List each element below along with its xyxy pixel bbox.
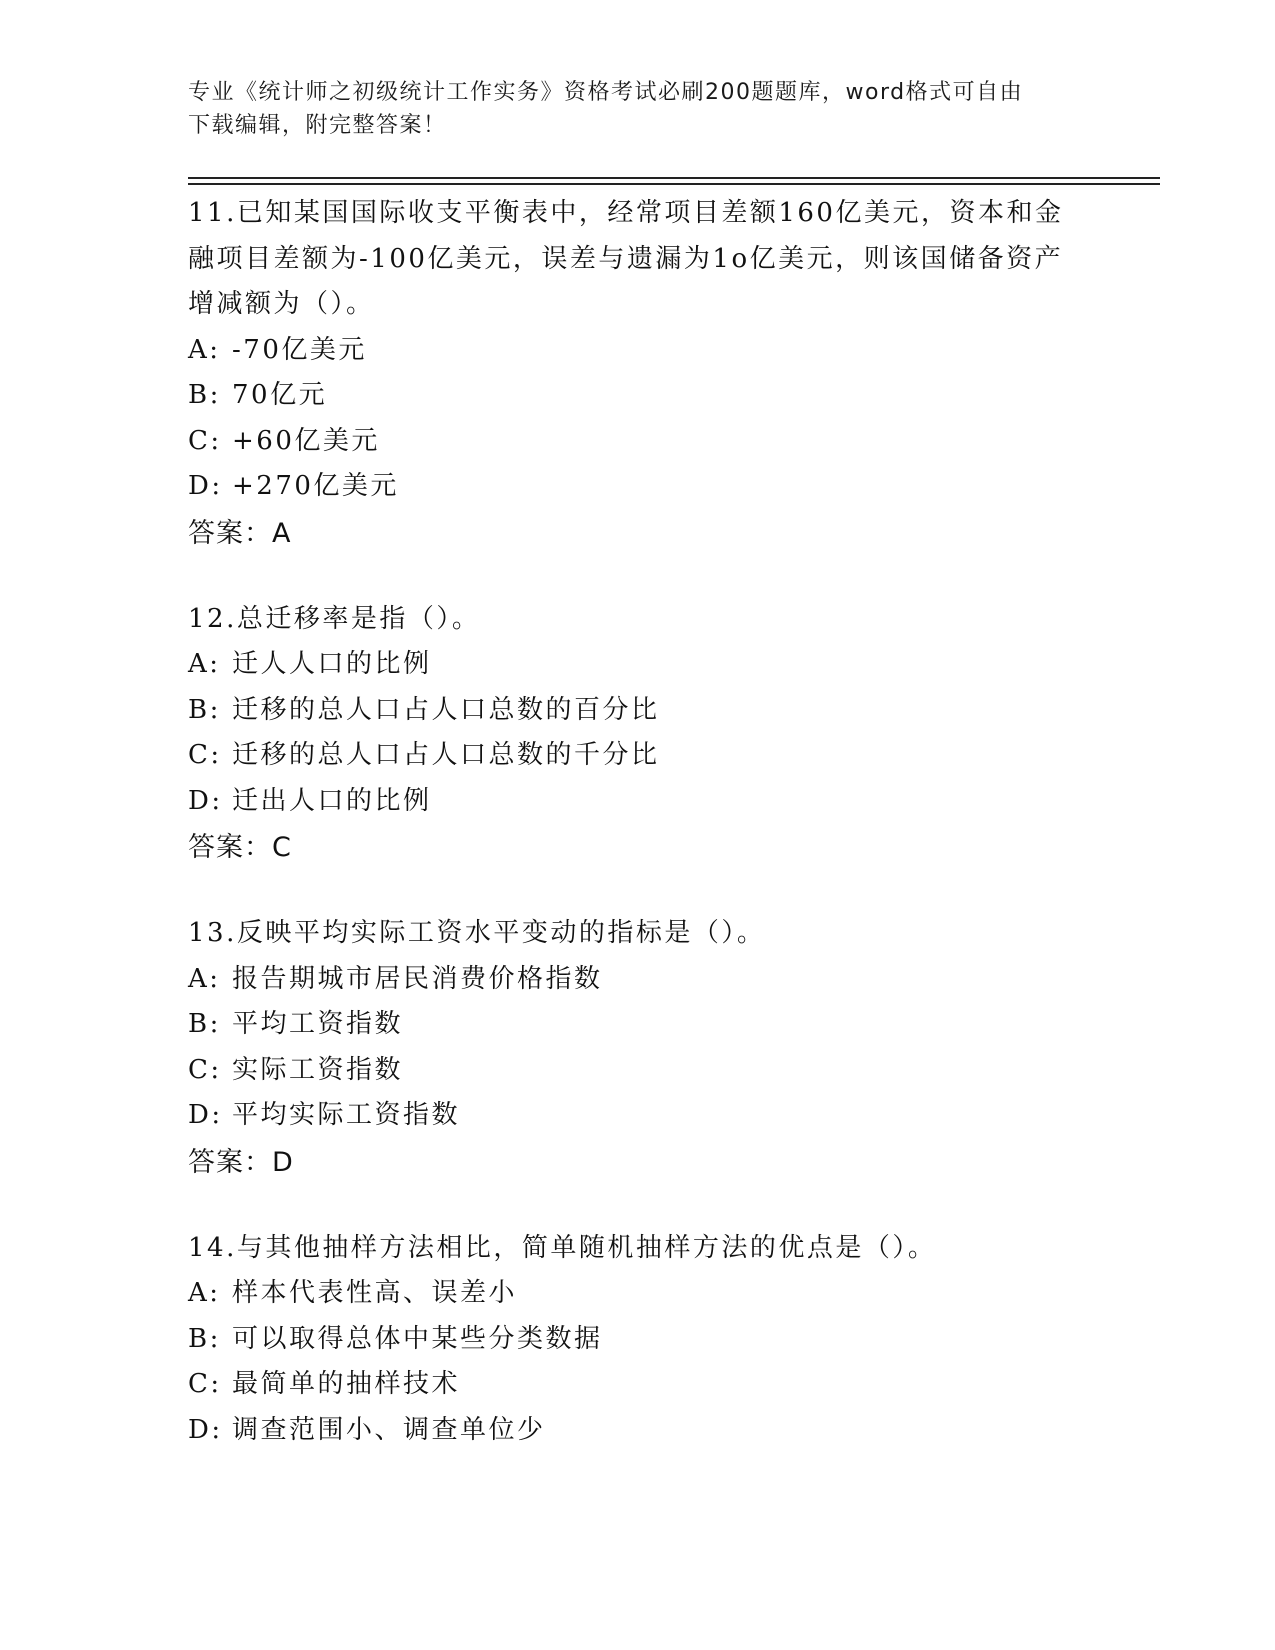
question-13: [188, 911, 1088, 1186]
option-text: 样本代表性高、误差小: [232, 1278, 518, 1308]
option-text: 实际工资指数: [232, 1054, 404, 1085]
option-b: [188, 373, 1088, 419]
option-letter: C:: [188, 740, 222, 770]
option-letter: C:: [188, 1369, 222, 1399]
answer-line: 答案：C: [188, 832, 292, 863]
option-letter: A:: [188, 963, 221, 994]
option-letter: B:: [188, 1009, 221, 1039]
option-a: [188, 642, 1088, 688]
option-text: 迁出人口的比例: [232, 785, 432, 816]
option-letter: D:: [188, 1100, 223, 1130]
option-a: [188, 1271, 1088, 1317]
answer-line: 答案：A: [188, 517, 292, 549]
question-text: 13.反映平均实际工资水平变动的指标是（）。: [188, 918, 766, 948]
option-letter: D:: [188, 471, 223, 501]
option-c: [188, 419, 1088, 465]
option-letter: B:: [188, 694, 221, 725]
option-letter: C:: [188, 1054, 222, 1085]
question-11: [188, 191, 1088, 557]
question-12: [188, 597, 1088, 872]
option-letter: A:: [188, 1278, 221, 1308]
document-header: [188, 76, 1088, 142]
option-letter: A:: [188, 649, 221, 679]
option-text: -70亿美元: [232, 334, 367, 365]
option-text: +270亿美元: [232, 471, 399, 501]
question-list: [188, 191, 1088, 1493]
option-d: [188, 779, 1088, 825]
header-divider-top: [188, 177, 1160, 179]
option-letter: B:: [188, 380, 221, 410]
question-text: 14.与其他抽样方法相比，简单随机抽样方法的优点是（）。: [188, 1232, 937, 1263]
option-a: [188, 328, 1088, 374]
option-letter: B:: [188, 1323, 221, 1354]
option-d: [188, 464, 1088, 510]
answer-line: 答案：D: [188, 1146, 294, 1178]
question-text: 11.已知某国国际收支平衡表中，经常项目差额160亿美元，资本和金融项目差额为-100亿美元，误差与遗漏为1o亿美元，则该国储备资产增减额为（）。: [188, 198, 1064, 319]
option-text: 迁移的总人口占人口总数的百分比: [232, 694, 660, 725]
option-b: [188, 688, 1088, 734]
option-text: 最简单的抽样技术: [232, 1369, 461, 1399]
question-14: [188, 1226, 1088, 1454]
option-letter: C:: [188, 425, 222, 456]
option-c: [188, 1362, 1088, 1408]
option-text: 可以取得总体中某些分类数据: [232, 1323, 603, 1354]
header-title-line-2: 下载编辑，附完整答案！: [188, 113, 447, 138]
option-c: [188, 733, 1088, 779]
option-letter: D:: [188, 785, 223, 816]
option-d: [188, 1408, 1088, 1454]
header-title-line-1: 专业《统计师之初级统计工作实务》资格考试必刷200题题库，word格式可自由: [188, 80, 1024, 105]
header-divider-bottom: [188, 183, 1160, 185]
option-b: [188, 1002, 1088, 1048]
option-letter: A:: [188, 334, 221, 365]
option-text: 报告期城市居民消费价格指数: [232, 963, 603, 994]
option-text: 平均工资指数: [232, 1009, 404, 1039]
option-d: [188, 1093, 1088, 1139]
question-text: 12.总迁移率是指（）。: [188, 603, 481, 634]
option-text: 调查范围小、调查单位少: [232, 1414, 546, 1445]
option-a: [188, 957, 1088, 1003]
option-text: 迁人人口的比例: [232, 649, 432, 679]
option-text: +60亿美元: [232, 425, 380, 456]
option-text: 70亿元: [232, 380, 328, 410]
option-text: 平均实际工资指数: [232, 1100, 461, 1130]
option-text: 迁移的总人口占人口总数的千分比: [232, 740, 660, 770]
option-b: [188, 1317, 1088, 1363]
option-c: [188, 1048, 1088, 1094]
option-letter: D:: [188, 1414, 223, 1445]
